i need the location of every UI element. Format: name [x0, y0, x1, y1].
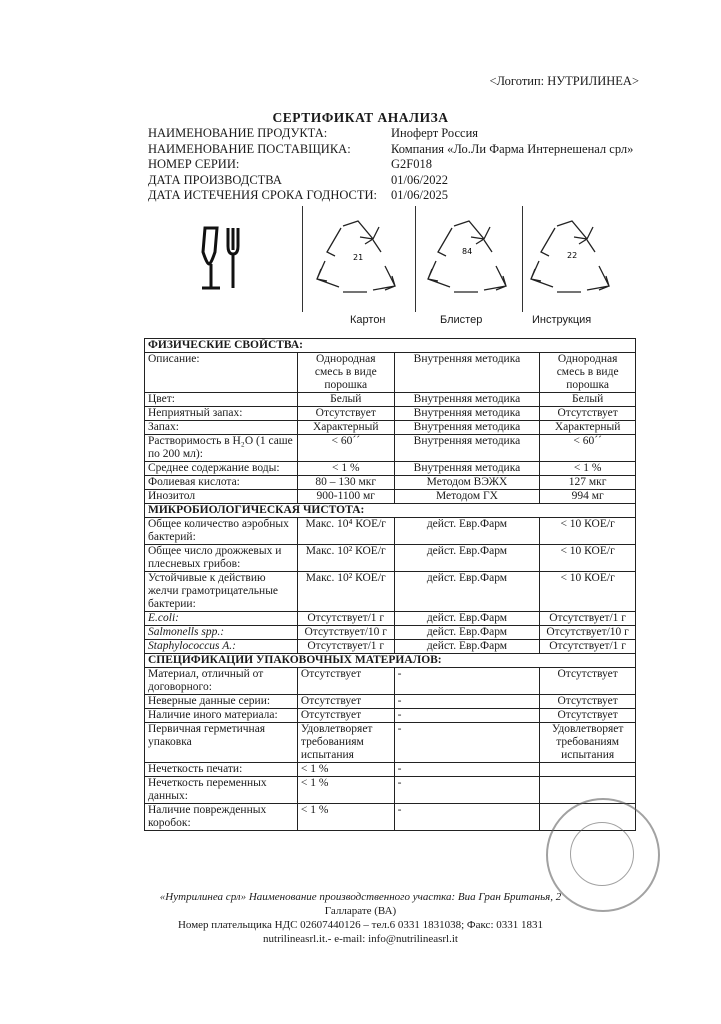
- section-title: ФИЗИЧЕСКИЕ СВОЙСТВА:: [145, 339, 636, 353]
- method-cell: Внутренняя методика: [394, 435, 540, 462]
- spec-cell: < 1 %: [297, 804, 394, 831]
- svg-text:84: 84: [462, 247, 473, 256]
- table-row: [145, 763, 636, 777]
- param-cell: E.coli:: [145, 612, 298, 626]
- result-cell: Отсутствует: [540, 407, 636, 421]
- table-row: [145, 626, 636, 640]
- footer-line: Галларате (ВА): [324, 905, 397, 917]
- table-row: [145, 640, 636, 654]
- spec-cell: Отсутствует/10 г: [297, 626, 394, 640]
- result-cell: 127 мкг: [540, 476, 636, 490]
- result-cell: [540, 763, 636, 777]
- header-row: [148, 188, 633, 204]
- spec-cell: Отсутствует: [297, 407, 394, 421]
- result-cell: Белый: [540, 393, 636, 407]
- document-title: СЕРТИФИКАТ АНАЛИЗА: [272, 110, 449, 125]
- table-row: [145, 407, 636, 421]
- header-row: [148, 142, 633, 158]
- spec-cell: Белый: [297, 393, 394, 407]
- section-header-row: [145, 504, 636, 518]
- param-cell: Наличие поврежденных коробок:: [145, 804, 298, 831]
- method-cell: Внутренняя методика: [394, 407, 540, 421]
- table-row: [145, 476, 636, 490]
- footer: [0, 890, 721, 946]
- param-cell: Неприятный запах:: [145, 407, 298, 421]
- food-contact-icon: [140, 206, 300, 312]
- param-cell: Нечеткость печати:: [145, 763, 298, 777]
- method-cell: дейст. Евр.Фарм: [394, 640, 540, 654]
- header-row: [148, 173, 633, 189]
- header-value: G2F018: [391, 157, 432, 171]
- spec-cell: Макс. 10² КОЕ/г: [297, 545, 394, 572]
- spec-cell: Отсутствует/1 г: [297, 640, 394, 654]
- param-cell: Цвет:: [145, 393, 298, 407]
- header-label: ДАТА ИСТЕЧЕНИЯ СРОКА ГОДНОСТИ:: [148, 188, 378, 202]
- result-cell: < 10 КОЕ/г: [540, 518, 636, 545]
- result-cell: < 1 %: [540, 462, 636, 476]
- result-cell: Однородная смесь в виде порошка: [540, 353, 636, 393]
- recycle-icon: [522, 206, 621, 312]
- icon-label-blister: Блистер: [440, 314, 483, 326]
- param-cell: Staphylococcus A.:: [145, 640, 298, 654]
- result-cell: Отсутствует/1 г: [540, 640, 636, 654]
- method-cell: дейст. Евр.Фарм: [394, 612, 540, 626]
- section-header-row: [145, 339, 636, 353]
- method-cell: Внутренняя методика: [394, 462, 540, 476]
- section-header-row: [145, 654, 636, 668]
- svg-text:22: 22: [567, 251, 578, 260]
- result-cell: 994 мг: [540, 490, 636, 504]
- product-header: [148, 126, 633, 204]
- method-cell: дейст. Евр.Фарм: [394, 518, 540, 545]
- spec-cell: < 1 %: [297, 462, 394, 476]
- param-cell: Нечеткость переменных данных:: [145, 777, 298, 804]
- method-cell: -: [394, 804, 540, 831]
- header-row: [148, 157, 633, 173]
- table-row: [145, 545, 636, 572]
- param-cell: Растворимость в H₂O (1 саше по 200 мл):: [145, 435, 298, 462]
- spec-cell: 80 – 130 мкг: [297, 476, 394, 490]
- table-row: [145, 612, 636, 626]
- table-row: [145, 572, 636, 612]
- header-row: [148, 126, 633, 142]
- table-row: [145, 695, 636, 709]
- table-row: [145, 421, 636, 435]
- method-cell: Внутренняя методика: [394, 393, 540, 407]
- icon-label-leaflet: Инструкция: [532, 314, 592, 326]
- header-value: 01/06/2025: [391, 188, 448, 202]
- method-cell: дейст. Евр.Фарм: [394, 626, 540, 640]
- stamp-inner-ring: [570, 822, 634, 886]
- section-title: СПЕЦИФИКАЦИИ УПАКОВОЧНЫХ МАТЕРИАЛОВ:: [145, 654, 636, 668]
- footer-line: Номер плательщика НДС 02607440126 – тел.6 0331 1831038; Факс: 0331 1831: [177, 919, 543, 931]
- result-cell: Отсутствует: [540, 709, 636, 723]
- table-row: [145, 777, 636, 804]
- param-cell: Фолиевая кислота:: [145, 476, 298, 490]
- result-cell: < 10 КОЕ/г: [540, 545, 636, 572]
- header-label: НАИМЕНОВАНИЕ ПРОДУКТА:: [148, 126, 328, 140]
- method-cell: Внутренняя методика: [394, 421, 540, 435]
- icon-label-carton: Картон: [350, 314, 386, 326]
- result-cell: Характерный: [540, 421, 636, 435]
- spec-cell: Отсутствует: [297, 709, 394, 723]
- table-row: [145, 353, 636, 393]
- table-row: [145, 462, 636, 476]
- param-cell: Материал, отличный от договорного:: [145, 668, 298, 695]
- param-cell: Первичная герметичная упаковка: [145, 723, 298, 763]
- result-cell: Отсутствует/10 г: [540, 626, 636, 640]
- method-cell: Внутренняя методика: [394, 353, 540, 393]
- spec-cell: < 60´´: [297, 435, 394, 462]
- result-cell: Удовлетворяет требованиям испытания: [540, 723, 636, 763]
- logo-note: <Логотип: НУТРИЛИНЕА>: [489, 74, 639, 88]
- footer-line: nutrilineasrl.it.- e-mail: info@nutrilineasrl.it: [263, 933, 458, 945]
- table-row: [145, 709, 636, 723]
- param-cell: Описание:: [145, 353, 298, 393]
- method-cell: дейст. Евр.Фарм: [394, 572, 540, 612]
- result-cell: Отсутствует/1 г: [540, 612, 636, 626]
- result-cell: < 60´´: [540, 435, 636, 462]
- packaging-symbols: [140, 206, 620, 326]
- header-label: ДАТА ПРОИЗВОДСТВА: [148, 172, 282, 187]
- header-value: Иноферт Россия: [391, 126, 479, 140]
- param-cell: Общее число дрожжевых и плесневых грибов:: [145, 545, 298, 572]
- header-value: 01/06/2022: [391, 172, 448, 187]
- param-cell: Запах:: [145, 421, 298, 435]
- spec-cell: < 1 %: [297, 777, 394, 804]
- recycle-icon: [302, 206, 413, 312]
- table-row: [145, 518, 636, 545]
- spec-cell: < 1 %: [297, 763, 394, 777]
- svg-text:21: 21: [353, 253, 364, 262]
- analysis-table-body: [145, 339, 636, 831]
- method-cell: -: [394, 763, 540, 777]
- spec-cell: Отсутствует: [297, 695, 394, 709]
- method-cell: -: [394, 709, 540, 723]
- method-cell: Методом ГХ: [394, 490, 540, 504]
- param-cell: Salmonells spp.:: [145, 626, 298, 640]
- spec-cell: Отсутствует/1 г: [297, 612, 394, 626]
- header-value: Компания «Ло.Ли Фарма Интернешенал срл»: [391, 141, 634, 156]
- header-label: НАИМЕНОВАНИЕ ПОСТАВЩИКА:: [148, 141, 351, 156]
- section-title: МИКРОБИОЛОГИЧЕСКАЯ ЧИСТОТА:: [145, 504, 636, 518]
- spec-cell: Макс. 10⁴ КОЕ/г: [297, 518, 394, 545]
- table-row: [145, 435, 636, 462]
- param-cell: Неверные данные серии:: [145, 695, 298, 709]
- spec-cell: Удовлетворяет требованиям испытания: [297, 723, 394, 763]
- method-cell: -: [394, 723, 540, 763]
- spec-cell: 900-1100 мг: [297, 490, 394, 504]
- result-cell: Отсутствует: [540, 668, 636, 695]
- param-cell: Общее количество аэробных бактерий:: [145, 518, 298, 545]
- method-cell: -: [394, 668, 540, 695]
- param-cell: Инозитол: [145, 490, 298, 504]
- spec-cell: Однородная смесь в виде порошка: [297, 353, 394, 393]
- analysis-table: [144, 338, 636, 831]
- spec-cell: Характерный: [297, 421, 394, 435]
- result-cell: < 10 КОЕ/г: [540, 572, 636, 612]
- method-cell: дейст. Евр.Фарм: [394, 545, 540, 572]
- table-row: [145, 668, 636, 695]
- param-cell: Наличие иного материала:: [145, 709, 298, 723]
- table-row: [145, 723, 636, 763]
- footer-line: «Нутрилинеа срл» Наименование производственного участка: Виа Гран Британья, 2: [159, 891, 562, 903]
- table-row: [145, 490, 636, 504]
- param-cell: Устойчивые к действию желчи грамотрицательные бактерии:: [145, 572, 298, 612]
- param-cell: Среднее содержание воды:: [145, 462, 298, 476]
- result-cell: Отсутствует: [540, 695, 636, 709]
- method-cell: -: [394, 777, 540, 804]
- method-cell: Методом ВЭЖХ: [394, 476, 540, 490]
- recycle-icon: [415, 206, 520, 312]
- spec-cell: Отсутствует: [297, 668, 394, 695]
- method-cell: -: [394, 695, 540, 709]
- table-row: [145, 393, 636, 407]
- header-label: НОМЕР СЕРИИ:: [148, 157, 240, 171]
- spec-cell: Макс. 10² КОЕ/г: [297, 572, 394, 612]
